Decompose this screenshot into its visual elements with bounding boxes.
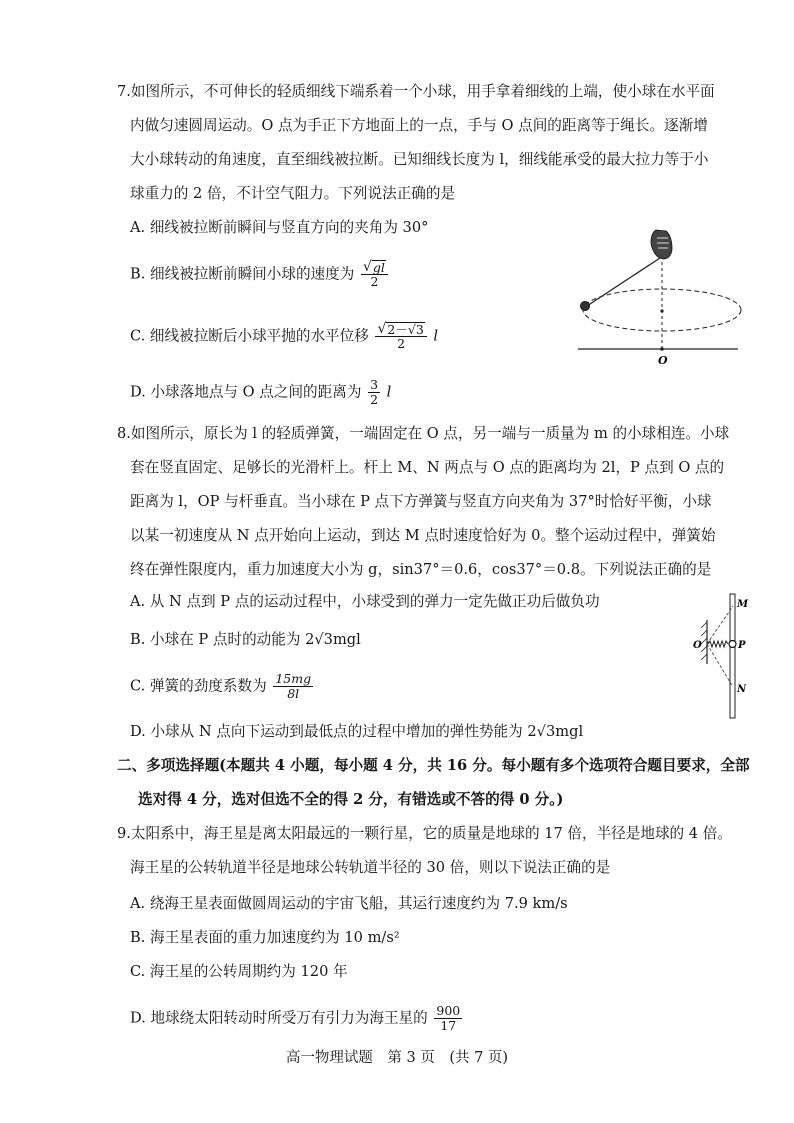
- q7-option-c: [130, 322, 438, 351]
- q7-hand-icon: [651, 230, 672, 259]
- q8-figure: [690, 592, 756, 722]
- q7-option-a: A. 细线被拉断前瞬间与竖直方向的夹角为 30°: [130, 219, 429, 236]
- q7-line-3: 大小球转动的角速度，直至细线被拉断。已知细线长度为 l，细线能承受的最大拉力等于小: [130, 151, 709, 168]
- q7-option-d-denominator: 2: [370, 392, 379, 407]
- q7-option-d-tail: l: [386, 383, 392, 401]
- q7-option-d: [130, 378, 391, 407]
- q8-option-c-text: C. 弹簧的劲度系数为: [130, 677, 267, 695]
- q7-option-b: [130, 260, 390, 289]
- q9-option-c: C. 海王星的公转周期约为 120 年: [130, 963, 348, 980]
- q7-line-1: 7.如图所示，不可伸长的轻质细线下端系着一个小球，用手拿着细线的上端，使小球在水平面: [117, 83, 715, 100]
- q7-option-c-tail: l: [433, 327, 439, 345]
- q8-line-5: 终在弹性限度内，重力加速度大小为 g，sin37°＝0.6，cos37°＝0.8。下列说法正确的是: [130, 561, 712, 578]
- q7-option-c-text: C. 细线被拉断后小球平抛的水平位移: [130, 327, 369, 345]
- q9-option-d-denominator: 17: [440, 1018, 457, 1033]
- section-2-heading-line-2: 选对得 4 分，选对但选不全的得 2 分，有错选或不答的得 0 分。): [138, 791, 564, 808]
- q8-line-1: 8.如图所示，原长为 l 的轻质弹簧，一端固定在 O 点，另一端与一质量为 m 的小球相连。小球: [117, 425, 730, 442]
- q7-string-line: [587, 258, 660, 306]
- q7-option-c-fraction: √ 2－√3 2: [375, 322, 426, 351]
- q7-option-d-fraction: [368, 378, 380, 407]
- q7-line-4: 球重力的 2 倍，不计空气阻力。下列说法正确的是: [130, 185, 456, 202]
- q8-option-d: D. 小球从 N 点向下运动到最低点的过程中增加的弹性势能为 2√3mgl: [130, 723, 584, 740]
- q8-option-c-fraction: [273, 672, 313, 701]
- q7-option-c-numerator: 2－√3: [387, 322, 424, 337]
- q9-option-d-numerator: 900: [436, 1003, 461, 1018]
- q7-option-b-text: B. 细线被拉断前瞬间小球的速度为: [130, 265, 355, 283]
- page-footer: 高一物理试题 第 3 页 (共 7 页): [285, 1050, 509, 1066]
- q7-label-o: O: [658, 354, 668, 367]
- q8-wall-hatch: [701, 622, 707, 660]
- q9-line-1: 9.太阳系中，海王星是离太阳最远的一颗行星，它的质量是地球的 17 倍，半径是地球的 4 倍。: [117, 825, 732, 842]
- q8-label-m: M: [737, 599, 749, 610]
- q9-option-d-fraction: [434, 1004, 462, 1033]
- q7-option-b-denominator: 2: [370, 274, 379, 289]
- q7-ball: [581, 302, 590, 311]
- q8-label-n: N: [737, 684, 747, 695]
- q9-option-a: A. 绕海王星表面做圆周运动的宇宙飞船，其运行速度约为 7.9 km/s: [130, 895, 568, 912]
- q7-option-d-numerator: 3: [370, 377, 379, 392]
- q7-option-b-fraction: √ gl 2: [361, 260, 388, 289]
- q8-option-c: [130, 672, 315, 701]
- q8-label-p: P: [738, 640, 746, 651]
- q7-option-c-denominator: 2: [397, 336, 406, 351]
- q9-option-d: [130, 1004, 464, 1033]
- q7-center-dot: [660, 309, 663, 312]
- q8-line-3: 距离为 l，OP 与杆垂直。当小球在 P 点下方弹簧与竖直方向夹角为 37°时恰好平衡，小球: [130, 493, 712, 510]
- q7-line-2: 内做匀速圆周运动。O 点为手正下方地面上的一点，手与 O 点间的距离等于绳长。逐渐增: [130, 117, 708, 134]
- section-2-heading-line-1: 二、多项选择题(本题共 4 小题，每小题 4 分，共 16 分。每小题有多个选项符合题目要求，全部: [117, 757, 750, 774]
- q9-option-b: B. 海王星表面的重力加速度约为 10 m/s²: [130, 929, 400, 946]
- q7-option-d-text: D. 小球落地点与 O 点之间的距离为: [130, 383, 362, 401]
- q8-option-b: B. 小球在 P 点时的动能为 2√3mgl: [130, 631, 361, 648]
- q8-label-o: O: [693, 640, 702, 651]
- q8-line-on: [707, 644, 733, 687]
- q7-option-b-numerator: gl: [372, 260, 385, 275]
- q8-line-4: 以某一初速度从 N 点开始向上运动，到达 M 点时速度恰好为 0。整个运动过程中，弹簧始: [130, 527, 716, 544]
- q9-line-2: 海王星的公转轨道半径是地球公转轨道半径的 30 倍，则以下说法正确的是: [130, 859, 611, 876]
- q8-rod: [730, 594, 735, 718]
- q8-option-c-denominator: 8l: [287, 686, 300, 701]
- q8-option-c-numerator: 15mg: [275, 671, 312, 686]
- q7-point-o-dot: [660, 347, 664, 351]
- q8-option-a: A. 从 N 点到 P 点的运动过程中，小球受到的弹力一定先做正功后做负功: [130, 593, 600, 610]
- q9-option-d-text: D. 地球绕太阳转动时所受万有引力为海王星的: [130, 1009, 428, 1027]
- q8-line-2: 套在竖直固定、足够长的光滑杆上。杆上 M、N 两点与 O 点的距离均为 2l，P 点到 O 点的: [130, 459, 725, 476]
- q7-figure: [570, 228, 745, 368]
- q8-line-om: [707, 606, 733, 644]
- q8-spring: [708, 641, 728, 647]
- q8-ball: [729, 641, 736, 648]
